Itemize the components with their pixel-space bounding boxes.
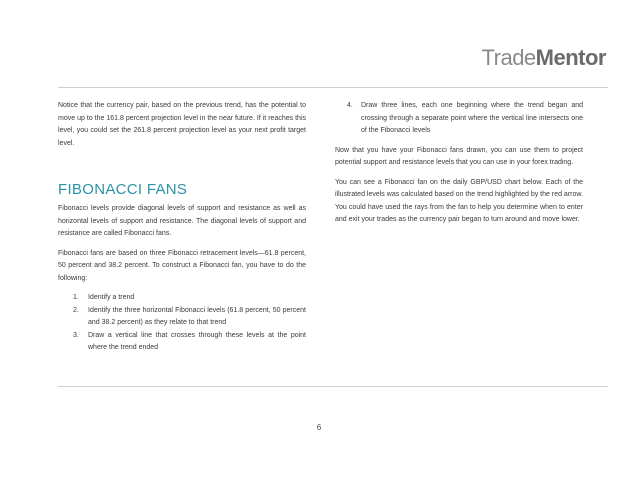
list-number: 2.: [73, 306, 79, 314]
chart-reference-paragraph: You can see a Fibonacci fan on the daily GBP/USD chart below. Each of the illustrated levels was calculated based on the trend highlighted by the red arrow. You could have used the rays from the fan to help you determine when to enter and exit your trades as the currency pair began to turn around and move lower.: [335, 178, 583, 223]
fans-usage-paragraph: Now that you have your Fibonacci fans drawn, you can use them to project potential support and resistance levels that you can use in your forex trading.: [335, 146, 583, 166]
fans-definition-paragraph: Fibonacci levels provide diagonal levels of support and resistance as well as horizontal levels of support and resistance. The diagonal levels of support and resistance are called Fibonacci fans.: [58, 205, 306, 237]
logo-part-trade: Trade: [481, 45, 536, 70]
list-text: Identify the three horizontal Fibonacci levels (61.8 percent, 50 percent and 38.2 percent) as they relate to that trend: [88, 306, 306, 326]
list-number: 3.: [73, 331, 79, 339]
intro-paragraph: Notice that the currency pair, based on the previous trend, has the potential to move up to the 161.8 percent projection level in the near future. If it reaches this level, you could set the 261.8 percent projection level as your next profit target level.: [58, 102, 306, 147]
list-number: 1.: [73, 294, 79, 301]
list-item: [58, 292, 306, 305]
right-column: [335, 100, 583, 234]
list-item: [58, 305, 306, 330]
page-number: 6: [316, 423, 322, 432]
list-text: Identify a trend: [88, 294, 135, 301]
list-item: [335, 100, 583, 138]
header-divider: [58, 87, 608, 88]
footer-divider: [58, 386, 608, 387]
logo-part-mentor: Mentor: [535, 45, 606, 70]
section-spacer: [58, 157, 306, 181]
list-item: [58, 330, 306, 355]
construction-steps-list: [58, 292, 306, 355]
list-text: Draw three lines, each one beginning where the trend began and crossing through a separate point where the vertical line intersects one of the Fibonacci levels: [361, 102, 583, 134]
fans-construction-paragraph: Fibonacci fans are based on three Fibonacci retracement levels—61.8 percent, 50 percent and 38.2 percent. To construct a Fibonacci fan, you have to do the following:: [58, 249, 306, 282]
list-text: Draw a vertical line that crosses through these levels at the point where the trend ended: [88, 331, 306, 351]
trade-mentor-logo: [482, 45, 606, 71]
section-heading: FIBONACCI FANS: [58, 181, 188, 198]
list-number: 4.: [347, 102, 353, 109]
left-column: [58, 100, 306, 362]
construction-steps-list-continued: [335, 100, 583, 138]
